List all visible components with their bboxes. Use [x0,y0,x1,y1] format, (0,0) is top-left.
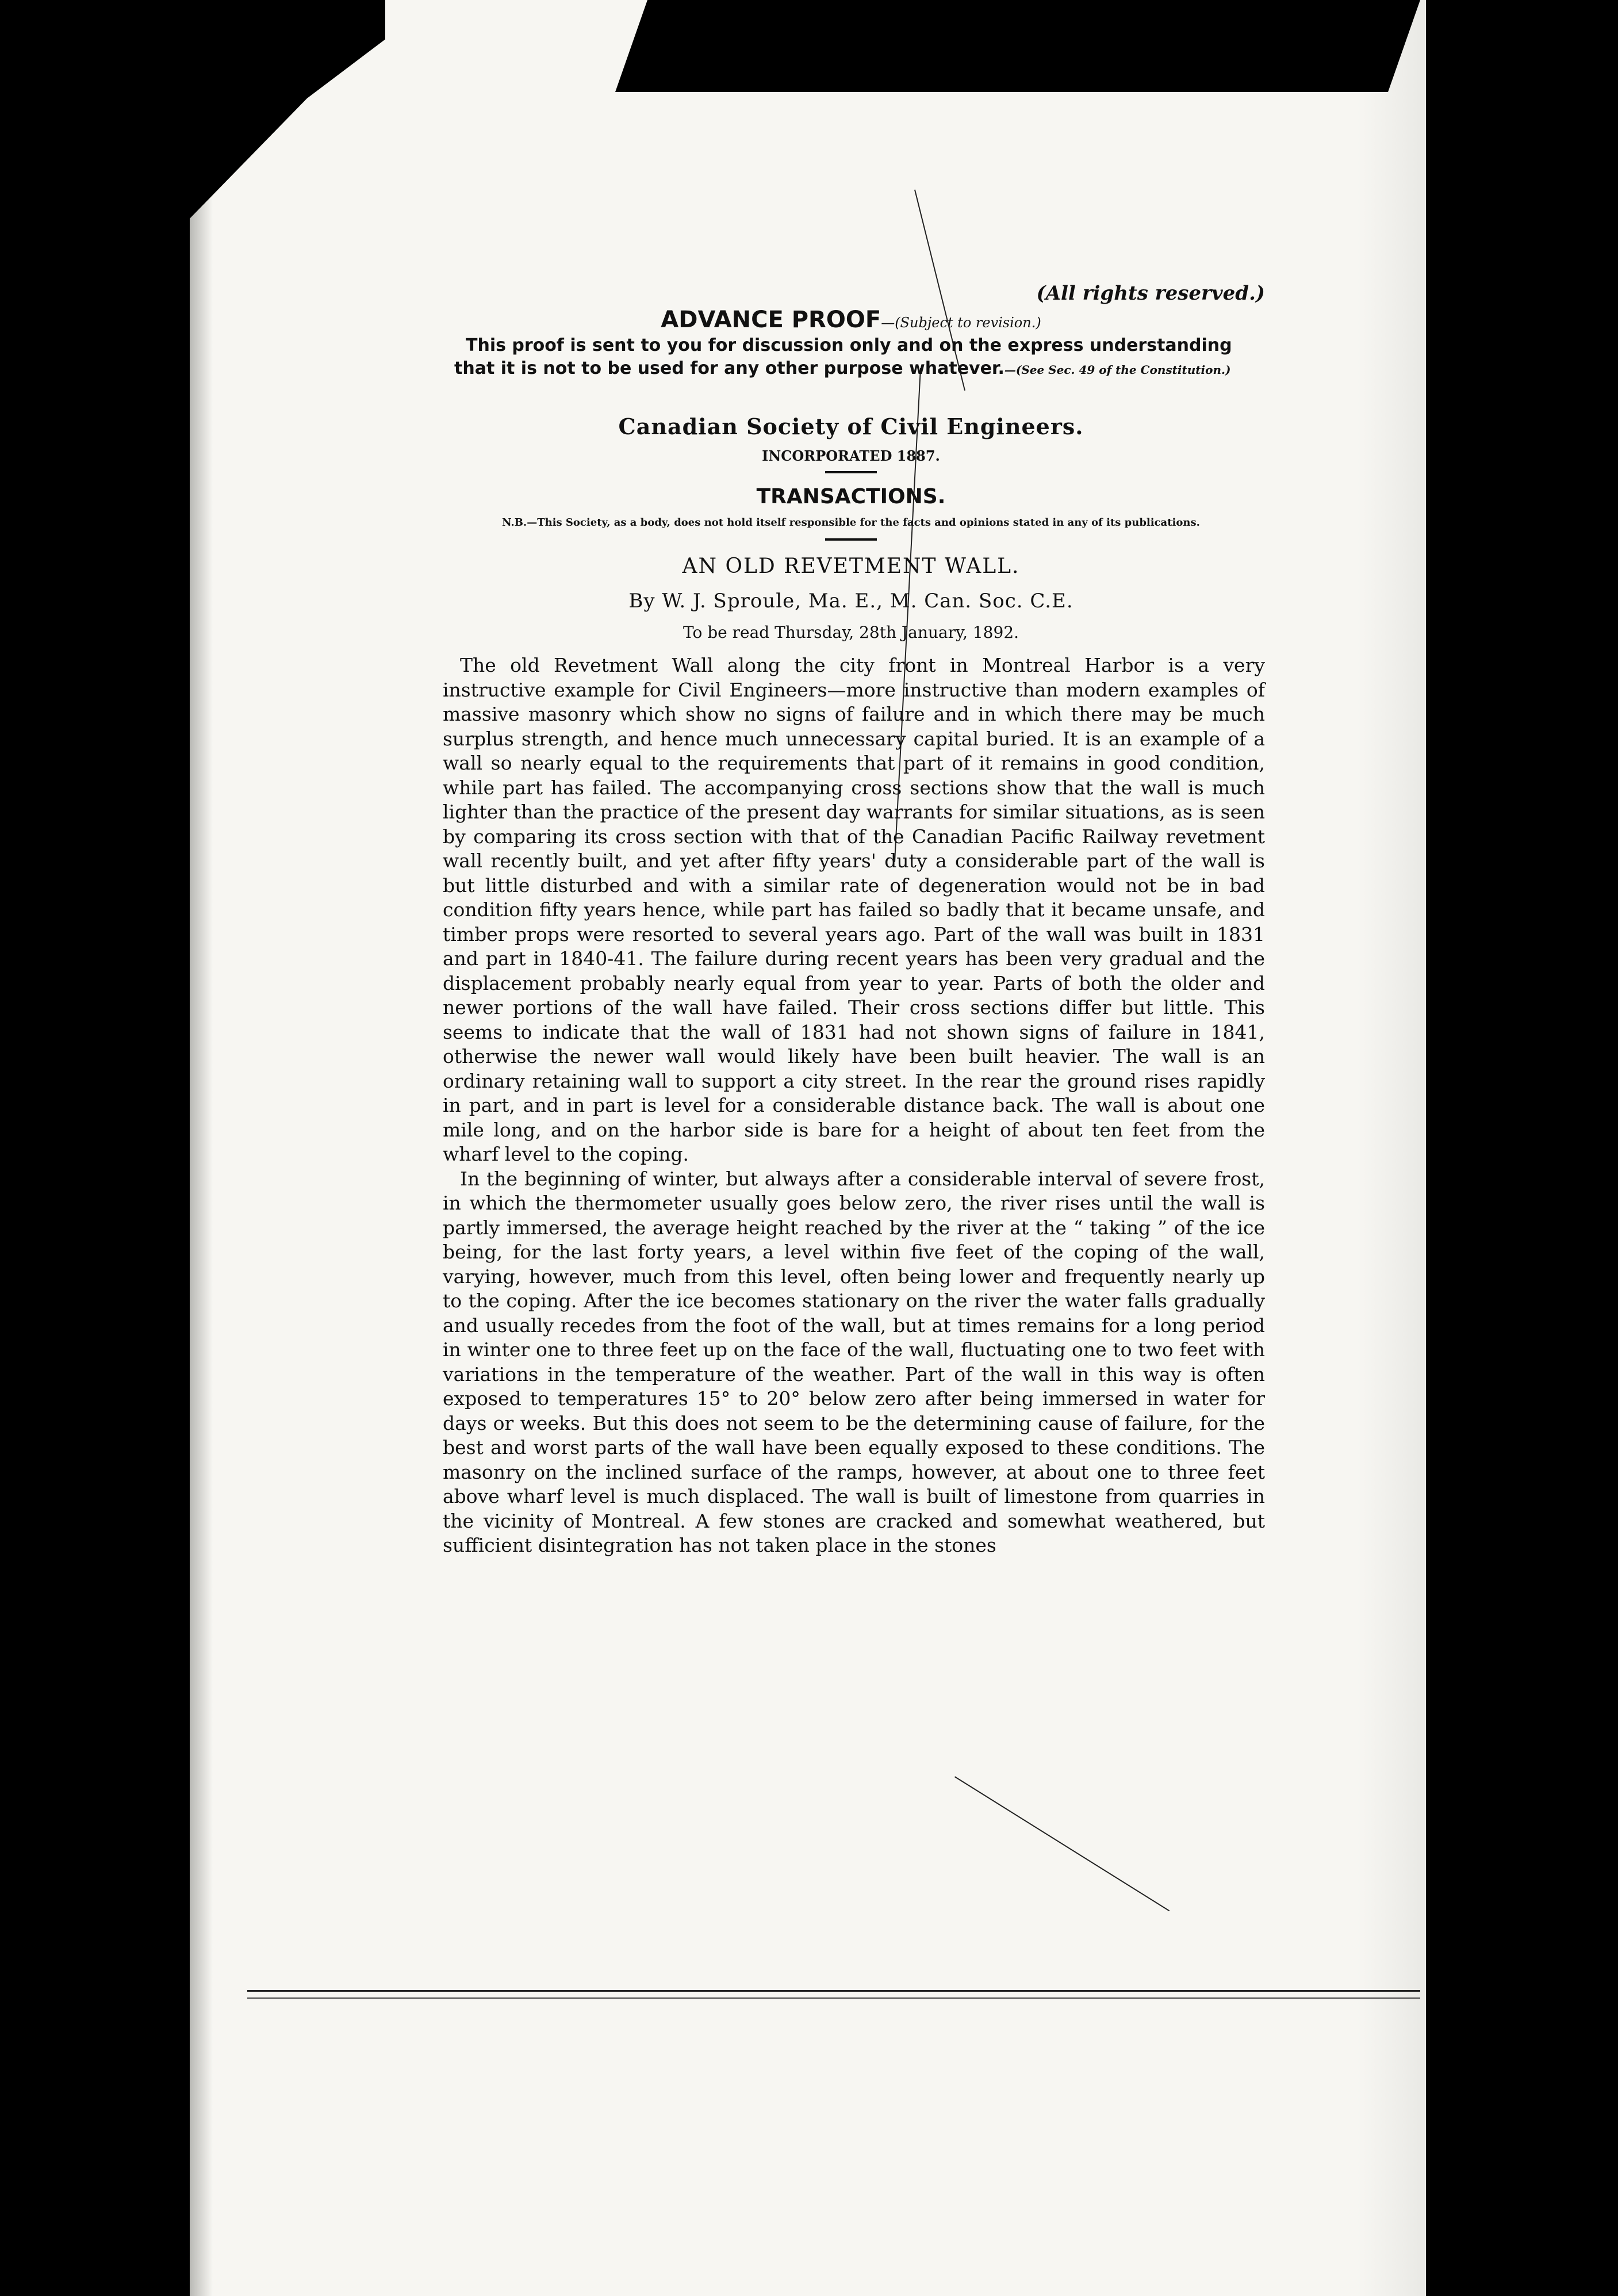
proof-subject: —(Subject to revision.) [881,315,1041,331]
incorporated-line: INCORPORATED 1887. [762,447,940,464]
paper-author: By W. J. Sproule, Ma. E., M. Can. Soc. C.E. [628,590,1073,613]
disclaimer-note: N.B.—This Society, as a body, does not hold itself responsible for the facts and opinions stated in any of its publications. [502,516,1200,529]
page-shadow-left [190,0,213,2296]
document-content [431,282,1271,1558]
document-page [190,0,1426,2296]
rights-notice: (All rights reserved.) [1036,282,1265,305]
paragraph: In the beginning of winter, but always after a considerable interval of severe frost, in which the thermometer usually goes below zero, the river rises until the wall is partly immersed, the average height reached by the river at the “ taking ” of the ice being, for the last forty years, a level within five feet of the coping of the wall, varying, however, much from this level, often being lower and frequently nearly up to the coping. After the ice becomes stationary on the river the water falls gradually and usually recedes from the foot of the wall, but at times remains for a long period in winter one to three feet up on the face of the wall, fluctuating one to two feet with variations in the temperature of the weather. Part of the wall in this way is often exposed to temperatures 15° to 20° below zero after being immersed in water for days or weeks. But this does not seem to be the determining cause of failure, for the best and worst parts of the wall have been equally exposed to these conditions. The masonry on the inclined surface of the ramps, however, at about one to three feet above wharf level is much displaced. The wall is built of limestone from quarries in the vicinity of Montreal. A few stones are cracked and somewhat weathered, but sufficient disintegration has not taken place in the stones [443,1167,1265,1556]
paper-date: To be read Thursday, 28th January, 1892. [683,623,1019,642]
transactions-heading: TRANSACTIONS. [756,485,946,508]
paper-title: AN OLD REVETMENT WALL. [682,554,1020,578]
divider [825,471,877,473]
proof-text: This proof is sent to you for discussion only and on the express understanding that it is not to be used for any other purpose whatever. [454,335,1232,378]
page-shadow-right [1357,0,1426,2296]
proof-title: ADVANCE PROOF [661,307,881,333]
divider [825,538,877,541]
paragraph: The old Revetment Wall along the city front in Montreal Harbor is a very instructive example for Civil Engineers—more instructive than modern examples of massive masonry which show no signs of failure and in which there may be much surplus strength, and hence much unnecessary capital buried. It is an example of a wall so nearly equal to the requirements that part of it remains in good condition, while part has failed. The accompanying cross sections show that the wall is much lighter than the practice of the present day warrants for similar situations, as is seen by comparing its cross section with that of the Canadian Pacific Railway revetment wall recently built, and yet after fifty years' duty a considerable part of the wall is but little disturbed and with a similar rate of degeneration would not be in bad condition fifty years hence, while part has failed so badly that it became unsafe, and timber props were resorted to several years ago. Part of the wall was built in 1831 and part in 1840-41. The failure during recent years has been very gradual and the displacement probably nearly equal from year to year. Parts of both the older and newer portions of the wall have failed. Their cross sections differ but little. This seems to indicate that the wall of 1831 had not shown signs of failure in 1841, otherwise the newer wall would likely have been built heavier. The wall is an ordinary retaining wall to support a city street. In the rear the ground rises rapidly in part, and in part is level for a considerable distance back. The wall is about one mile long, and on the harbor side is bare for a height of about ten feet from the wharf level to the coping. [443,654,1265,1165]
bottom-rules [247,1990,1420,1999]
proof-reference: —(See Sec. 49 of the Constitution.) [1004,363,1231,377]
paper-body [431,653,1271,1558]
top-overlap [615,0,1420,92]
pencil-mark [954,1776,1170,1911]
folded-corner [190,0,385,219]
advance-proof-notice [431,308,1271,381]
proof-heading [431,308,1271,334]
proof-text-block [431,334,1271,381]
society-name: Canadian Society of Civil Engineers. [618,414,1084,439]
